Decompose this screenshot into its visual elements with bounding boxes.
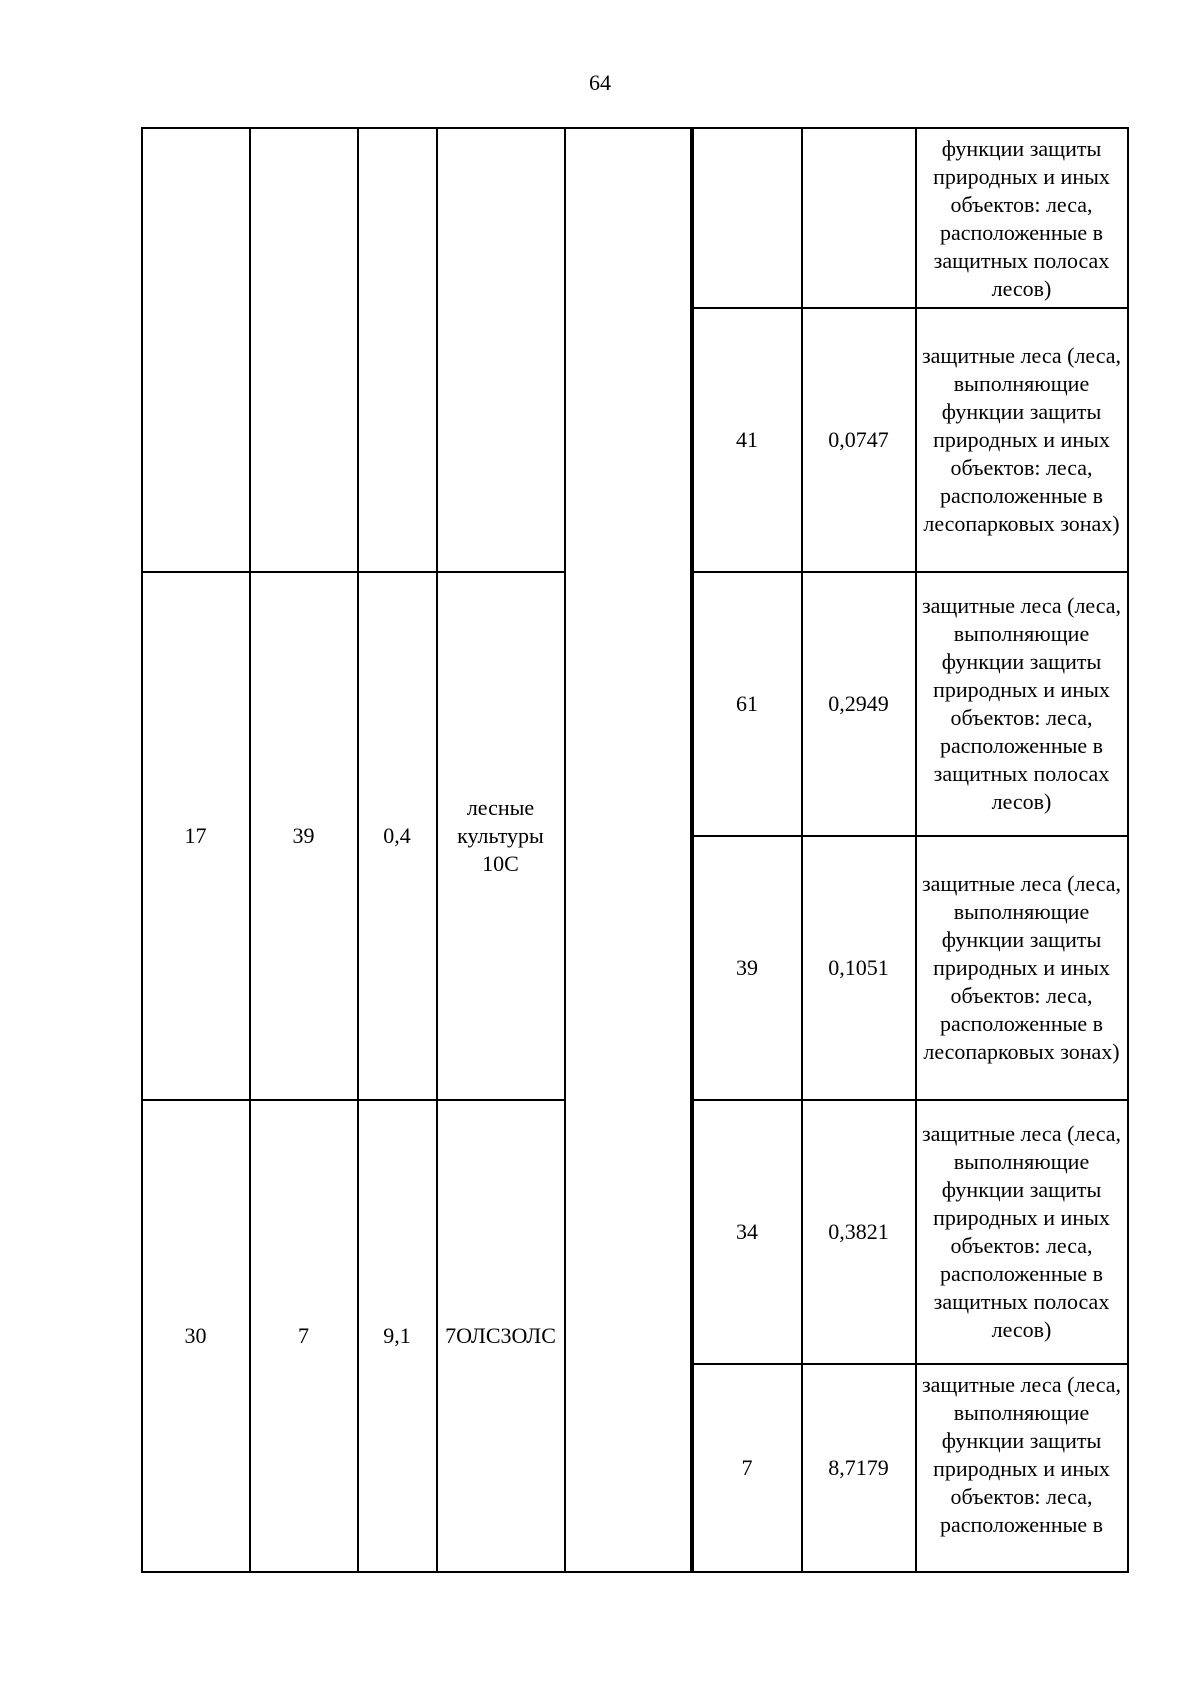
cell-subsection: 61 <box>736 690 758 716</box>
cell-subsection: 39 <box>736 954 758 980</box>
cell-section: 39 <box>292 822 315 848</box>
cell-area: 0,4 <box>383 822 411 848</box>
cell-forest-purpose: защитные леса (леса, выполняющие функции защиты природных и иных объектов: леса, расположенные в защитных полосах лесов) <box>921 592 1122 814</box>
cell-composition: 7ОЛС3ОЛС <box>445 1322 556 1348</box>
cell-forest-purpose: защитные леса (леса, выполняющие функции защиты природных и иных объектов: леса, расположенные в лесопарковых зонах) <box>921 342 1122 536</box>
cell-composition: лесные культуры 10С <box>457 794 544 876</box>
cell-subarea <box>802 128 915 307</box>
cell-subarea: 0,1051 <box>828 954 889 980</box>
cell-subsection <box>693 128 801 307</box>
cell-composition <box>437 128 564 571</box>
cell-area: 9,1 <box>383 1322 411 1348</box>
cell-section: 7 <box>298 1322 309 1348</box>
column-line <box>564 127 566 1573</box>
table-border-bottom <box>141 1571 1128 1573</box>
cell-subarea: 8,7179 <box>828 1454 889 1480</box>
cell-forest-purpose: защитные леса (леса, выполняющие функции защиты природных и иных объектов: леса, расположенные в лесопарковых зонах) <box>921 870 1122 1064</box>
cell-quarter: 30 <box>184 1322 207 1348</box>
page-number: 64 <box>589 70 611 95</box>
column-line <box>1127 127 1129 1573</box>
cell-forest-purpose: функции защиты природных и иных объектов: леса, расположенные в защитных полосах лесов) <box>933 136 1110 301</box>
cell-quarter: 17 <box>184 822 207 848</box>
cell-subsection: 7 <box>741 1454 753 1480</box>
cell-area <box>358 128 436 571</box>
cell-forest-purpose: защитные леса (леса, выполняющие функции защиты природных и иных объектов: леса, расположенные в защитных полосах лесов) <box>921 1120 1122 1342</box>
cell-forest-purpose: защитные леса (леса, выполняющие функции защиты природных и иных объектов: леса, расположенные в <box>921 1372 1122 1537</box>
cell-quarter <box>142 128 249 571</box>
cell-subarea: 0,3821 <box>828 1218 889 1244</box>
cell-subsection: 41 <box>736 426 758 452</box>
cell-subarea: 0,0747 <box>828 426 889 452</box>
cell-subarea: 0,2949 <box>828 690 889 716</box>
cell-subsection: 34 <box>736 1218 758 1244</box>
cell-section <box>250 128 357 571</box>
